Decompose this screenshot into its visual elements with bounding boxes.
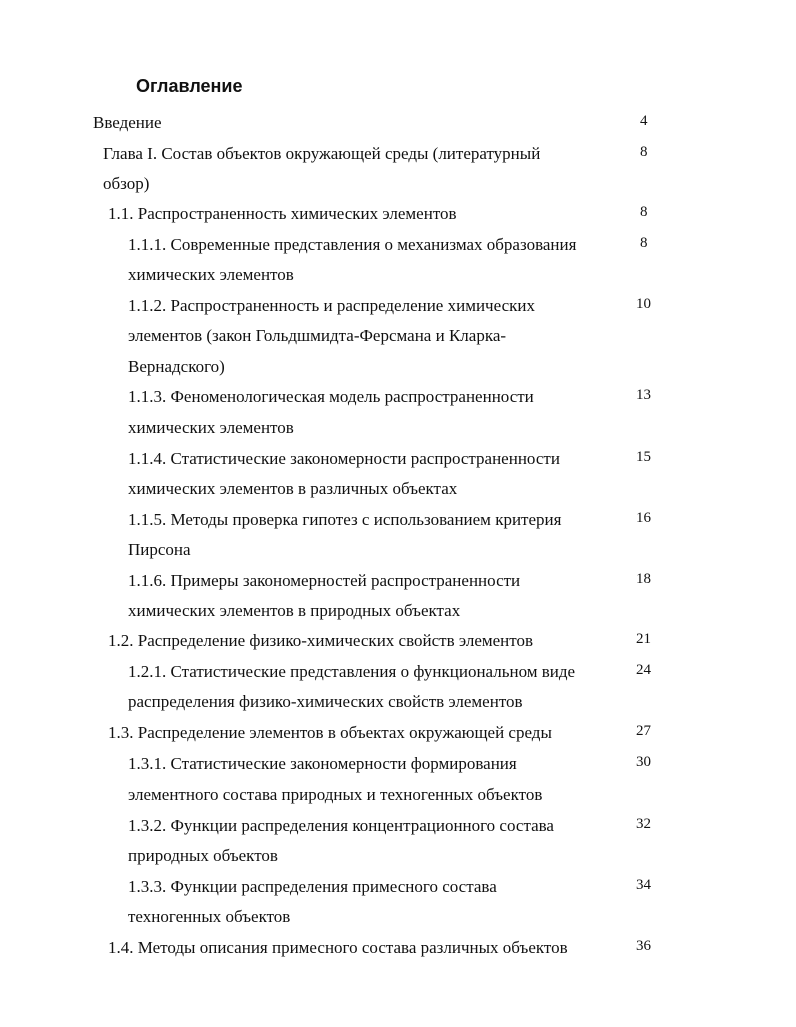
toc-entry-1-3-2[interactable]: 1.3.2. Функции распределения концентрационного состава	[128, 816, 554, 835]
toc-entry-1-1-2[interactable]: 1.1.2. Распространенность и распределение химических	[128, 296, 535, 315]
toc-page-number: 4	[640, 113, 648, 129]
toc-entry-1-4[interactable]: 1.4. Методы описания примесного состава различных объектов	[108, 938, 568, 957]
toc-page-number: 15	[636, 449, 651, 465]
toc-entry-1-1-4[interactable]: 1.1.4. Статистические закономерности распространенности	[128, 449, 560, 468]
toc-page-number: 36	[636, 938, 651, 954]
toc-entry-1-1[interactable]: 1.1. Распространенность химических элементов	[108, 204, 457, 223]
toc-entry-1-3-1-cont[interactable]: элементного состава природных и техногенных объектов	[128, 785, 543, 804]
toc-entry-1-1-2-cont[interactable]: элементов (закон Гольдшмидта-Ферсмана и Кларка-	[128, 326, 507, 345]
toc-page-number: 24	[636, 662, 651, 678]
toc-entry-chapter-1-cont[interactable]: обзор)	[103, 174, 150, 193]
toc-page-number: 18	[636, 571, 651, 587]
toc-entry-1-1-3-cont[interactable]: химических элементов	[128, 418, 294, 437]
toc-page-number: 30	[636, 754, 651, 770]
toc-entry-1-1-2-cont[interactable]: Вернадского)	[128, 357, 225, 376]
toc-page-number: 13	[636, 387, 651, 403]
toc-page-number: 10	[636, 296, 651, 312]
toc-entry-1-2[interactable]: 1.2. Распределение физико-химических свойств элементов	[108, 631, 533, 650]
toc-entry-1-1-5[interactable]: 1.1.5. Методы проверка гипотез с использованием критерия	[128, 510, 562, 529]
toc-page-number: 34	[636, 877, 651, 893]
toc-entry-1-3-1[interactable]: 1.3.1. Статистические закономерности формирования	[128, 754, 517, 773]
toc-page-number: 8	[640, 235, 648, 251]
page-title: Оглавление	[136, 76, 243, 96]
toc-page-number: 21	[636, 631, 651, 647]
toc-entry-1-2-1[interactable]: 1.2.1. Статистические представления о функциональном виде	[128, 662, 576, 681]
toc-entry-1-1-5-cont[interactable]: Пирсона	[128, 540, 191, 559]
toc-entry-introduction[interactable]: Введение	[93, 113, 162, 132]
toc-entry-1-3[interactable]: 1.3. Распределение элементов в объектах окружающей среды	[108, 723, 552, 742]
toc-page-number: 16	[636, 510, 651, 526]
toc-entry-chapter-1[interactable]: Глава I. Состав объектов окружающей среды (литературный	[103, 144, 541, 163]
toc-entry-1-3-3[interactable]: 1.3.3. Функции распределения примесного состава	[128, 877, 497, 896]
toc-page-number: 8	[640, 144, 648, 160]
toc-entry-1-1-3[interactable]: 1.1.3. Феноменологическая модель распространенности	[128, 387, 534, 406]
toc-page-number: 32	[636, 816, 651, 832]
toc-entry-1-1-6[interactable]: 1.1.6. Примеры закономерностей распространенности	[128, 571, 521, 590]
toc-entry-1-3-2-cont[interactable]: природных объектов	[128, 846, 278, 865]
toc-page-number: 27	[636, 723, 651, 739]
toc-entry-1-1-1-cont[interactable]: химических элементов	[128, 265, 294, 284]
toc-entry-1-1-1[interactable]: 1.1.1. Современные представления о механизмах образования	[128, 235, 577, 254]
toc-entry-1-1-6-cont[interactable]: химических элементов в природных объектах	[128, 601, 461, 620]
toc-entry-1-3-3-cont[interactable]: техногенных объектов	[128, 907, 291, 926]
toc-entry-1-2-1-cont[interactable]: распределения физико-химических свойств элементов	[128, 692, 523, 711]
toc-entry-1-1-4-cont[interactable]: химических элементов в различных объектах	[128, 479, 458, 498]
toc-page-number: 8	[640, 204, 648, 220]
